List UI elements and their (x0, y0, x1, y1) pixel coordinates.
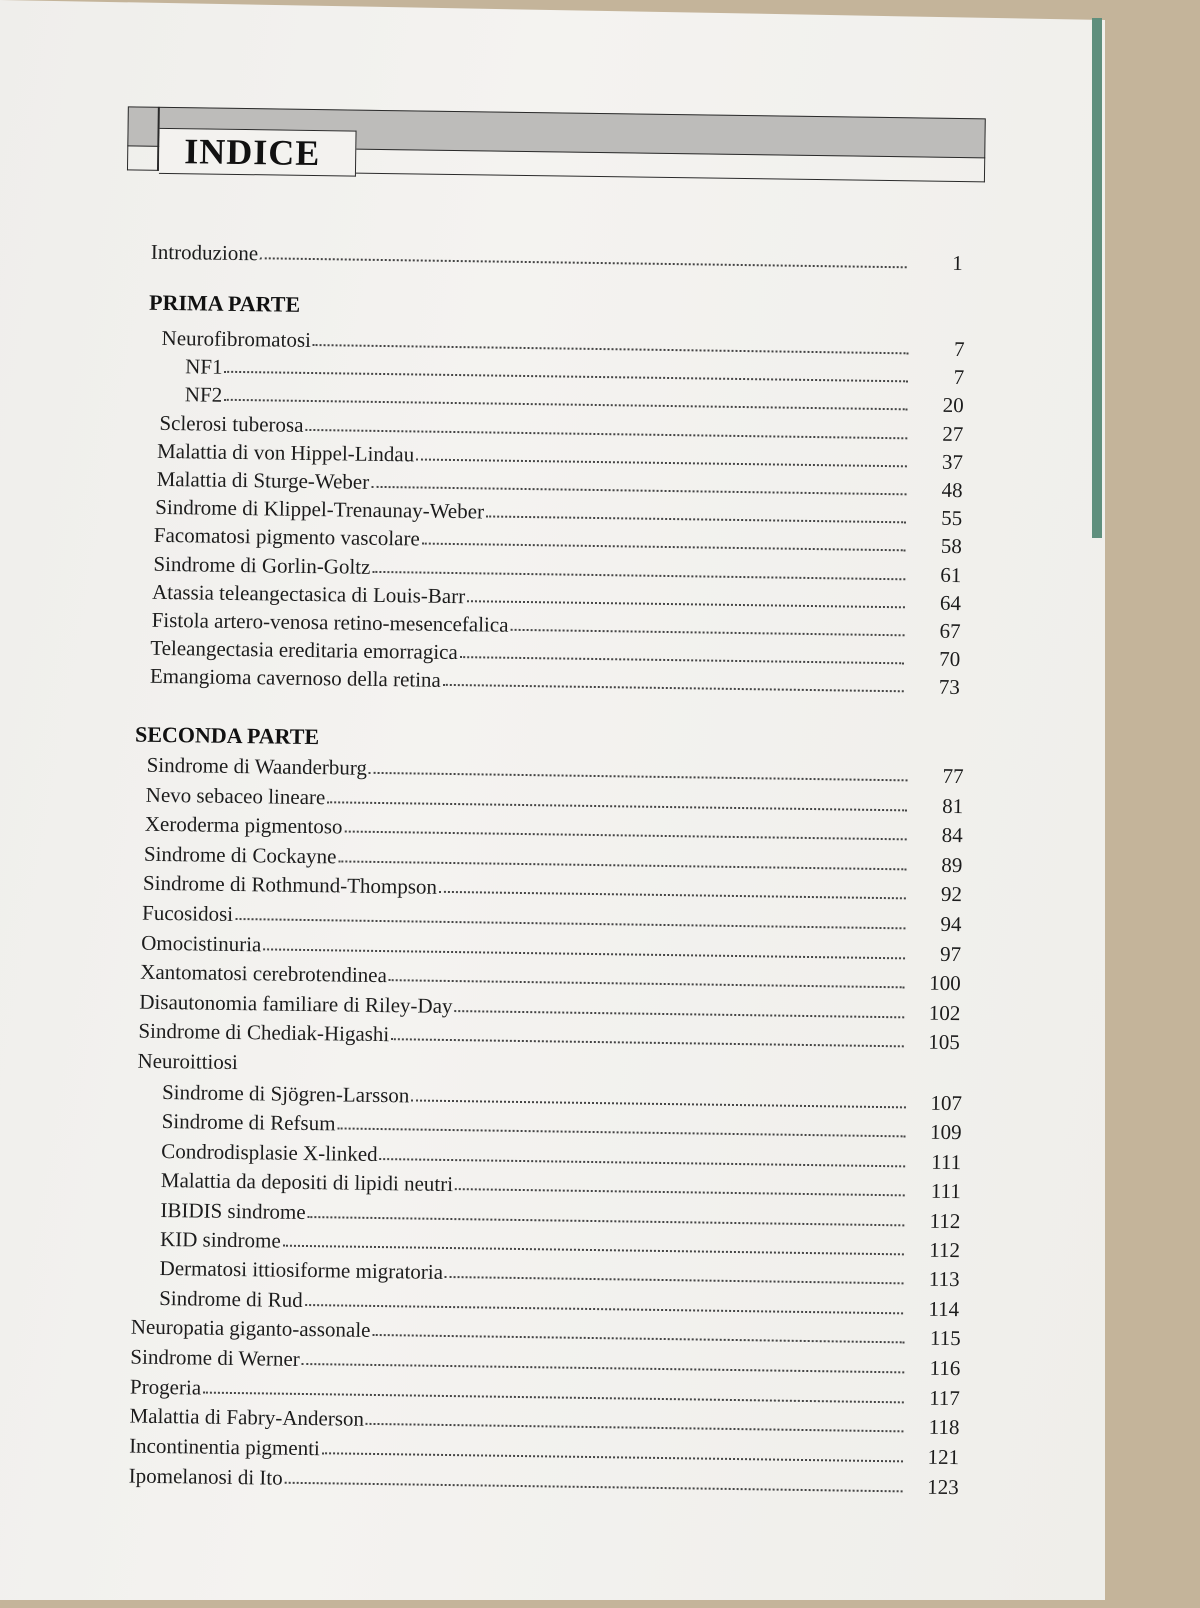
toc-entry-page: 117 (929, 1385, 961, 1410)
toc-entry-page: 58 (940, 534, 962, 559)
toc-entry-page: 20 (942, 393, 964, 418)
toc-leader-dots (422, 543, 906, 552)
toc-entry-page: 67 (939, 618, 961, 644)
toc-leader-dots (313, 344, 909, 354)
toc-entry-page: 81 (942, 793, 964, 818)
toc-leader-dots (327, 801, 907, 811)
toc-leader-dots (454, 1010, 904, 1018)
toc-entry-label: Sindrome di Chediak-Higashi (138, 1019, 390, 1047)
toc-entry-page: 84 (941, 823, 963, 848)
toc-entry-label: Sindrome di Werner (130, 1344, 300, 1371)
toc-entry-page: 109 (929, 1120, 962, 1145)
toc-entry-page: 92 (940, 882, 963, 907)
toc-entry-label: Emangioma cavernoso della retina (149, 664, 442, 693)
toc-entry-page: 48 (941, 477, 963, 503)
toc-entry-label: Incontinentia pigmenti (128, 1433, 321, 1461)
toc-leader-dots (366, 1423, 904, 1433)
toc-entry-page: 112 (929, 1208, 961, 1233)
toc-entry-page: 123 (927, 1474, 959, 1500)
toc-leader-dots (305, 429, 907, 439)
toc-entry-page: 115 (929, 1325, 961, 1351)
toc-leader-dots (305, 1304, 903, 1314)
toc-leader-dots (467, 600, 905, 608)
toc-leader-dots (411, 1099, 906, 1108)
toc-entry-label: NF1 (185, 354, 223, 379)
toc-entry-label: Malattia di Sturge-Weber (156, 466, 370, 494)
toc-entry-label: Xeroderma pigmentoso (144, 811, 343, 839)
toc-entry-label: Nevo sebaceo lineare (145, 782, 326, 809)
toc-leader-dots (372, 570, 905, 579)
toc-entry-page: 61 (940, 562, 962, 587)
toc-entry-label: IBIDIS sindrome (160, 1197, 306, 1224)
toc-leader-dots (225, 371, 909, 383)
toc-entry-label: Fistola artero-venosa retino-mesencefalica (151, 607, 509, 637)
toc-entry-page: 100 (929, 970, 961, 996)
toc-entry-label: Dermatosi ittiosiforme migratoria (159, 1256, 444, 1285)
toc-entry-page: 27 (942, 421, 964, 446)
toc-leader-dots (389, 979, 905, 988)
toc-group-neuroittiosi: Neuroittiosi (137, 1048, 239, 1075)
toc-entry-page: 1 (952, 250, 963, 276)
toc-leader-dots (380, 1158, 906, 1167)
toc-entry-label: Progeria (129, 1374, 202, 1400)
toc-entry-page: 111 (930, 1178, 961, 1204)
toc-entry-page: 116 (929, 1355, 961, 1380)
toc-entry-page: 111 (931, 1149, 962, 1174)
toc-entry-page: 89 (941, 852, 963, 877)
section-title-prima: PRIMA PARTE (148, 289, 301, 317)
toc-leader-dots (263, 948, 905, 959)
toc-entry-label: Malattia di von Hippel-Lindau (156, 438, 415, 467)
toc-leader-dots (283, 1245, 904, 1256)
toc-entry-label: Sindrome di Cockayne (143, 841, 337, 869)
toc-entry-label: NF2 (184, 382, 223, 408)
toc-leader-dots (416, 458, 907, 467)
toc-leader-dots (224, 399, 908, 411)
toc-leader-dots (235, 918, 905, 929)
toc-entry-intro (151, 238, 963, 275)
toc-entry-page: 113 (928, 1267, 960, 1292)
toc-leader-dots (445, 1276, 904, 1284)
toc-leader-dots (369, 772, 908, 782)
toc-leader-dots (338, 860, 906, 870)
toc-entry-label: KID sindrome (159, 1226, 281, 1253)
toc-entry-page: 114 (928, 1296, 960, 1321)
toc-entry-label: Xantomatosi cerebrotendinea (140, 959, 388, 988)
toc-entry-label: Teleangectasia ereditaria emorragica (150, 635, 458, 665)
toc-entry-page: 55 (941, 505, 963, 531)
toc-entry-page: 102 (928, 1000, 961, 1025)
toc-entry-label: Sindrome di Rothmund-Thompson (142, 871, 438, 900)
page-title: INDICE (183, 131, 321, 174)
toc-leader-dots (322, 1452, 903, 1462)
toc-leader-dots (371, 486, 906, 495)
toc-leader-dots (439, 891, 906, 900)
toc-leader-dots (302, 1363, 905, 1373)
toc-entry-label: Omocistinuria (141, 930, 262, 956)
toc-leader-dots (337, 1128, 905, 1138)
toc-entry-label: Condrodisplasie X-linked (161, 1138, 378, 1166)
toc-leader-dots (203, 1391, 904, 1403)
toc-entry-label: Malattia di Fabry-Anderson (129, 1403, 365, 1432)
toc-leader-dots (460, 656, 904, 664)
toc-entry-label: Atassia teleangectasica di Louis-Barr (151, 579, 466, 608)
toc-entry-label: Sindrome di Rud (159, 1285, 303, 1312)
toc-entry-label: Malattia da depositi di lipidi neutri (160, 1168, 454, 1197)
toc-leader-dots (372, 1334, 904, 1343)
toc-entry-label: Ipomelanosi di Ito (128, 1463, 283, 1490)
toc-leader-dots (443, 684, 904, 692)
toc-leader-dots (391, 1039, 904, 1048)
toc-entry-page: 64 (939, 590, 962, 615)
toc-entry-page: 77 (942, 763, 964, 789)
toc-entry-label: Facomatosi pigmento vascolare (153, 523, 420, 551)
toc-entry-label: Disautonomia familiare di Riley-Day (139, 989, 453, 1018)
toc-entry-label: Sindrome di Gorlin-Goltz (153, 551, 371, 579)
toc-entry-page: 94 (940, 911, 962, 937)
toc-entry-page: 37 (941, 449, 964, 474)
toc-entry-page: 105 (928, 1030, 961, 1055)
toc-entry-page: 7 (953, 336, 965, 362)
toc-leader-dots (308, 1216, 905, 1226)
toc-entry-page: 70 (939, 646, 961, 672)
toc-leader-dots (285, 1482, 903, 1493)
toc-entry-label: Sindrome di Waanderburg (146, 752, 368, 780)
toc-entry-page: 97 (939, 941, 962, 966)
toc-leader-dots (486, 516, 906, 524)
toc-entry-page: 121 (927, 1444, 960, 1470)
toc-entry-label: Fucosidosi (141, 900, 234, 926)
section-title-seconda: SECONDA PARTE (134, 721, 320, 750)
toc-entry-label: Neuropatia giganto-assonale (130, 1314, 371, 1342)
toc-entry-label: Sindrome di Sjögren-Larsson (161, 1079, 410, 1108)
toc-entry-label: Sclerosi tuberosa (159, 410, 304, 437)
toc-entry-page: 73 (938, 675, 961, 700)
toc-leader-dots (455, 1188, 905, 1196)
toc-leader-dots (344, 831, 906, 841)
toc-entry-label: Sindrome di Klippel-Trenaunay-Weber (155, 495, 485, 524)
toc-entry-page: 107 (930, 1090, 963, 1116)
toc-entry-page: 112 (929, 1237, 961, 1263)
toc-leader-dots (260, 257, 907, 268)
toc-entry-label: Introduzione (150, 239, 259, 266)
toc-entry-label: Neurofibromatosi (161, 325, 312, 352)
toc-entry-label: Sindrome di Refsum (161, 1109, 336, 1136)
toc-leader-dots (510, 629, 904, 637)
toc-entry-page: 118 (928, 1415, 960, 1440)
toc-entry-page: 7 (953, 365, 965, 390)
